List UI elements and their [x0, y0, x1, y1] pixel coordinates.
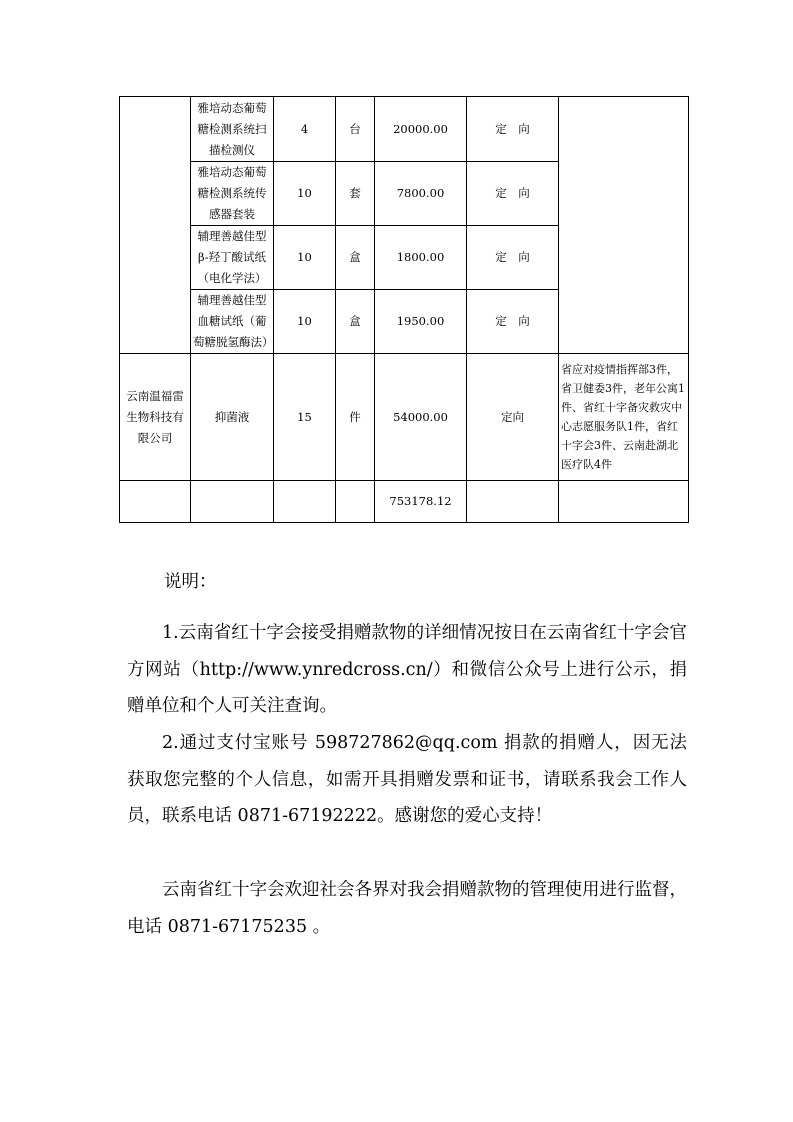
- blank-cell: [559, 481, 689, 523]
- blank-cell: [274, 481, 336, 523]
- item-name-cell: 辅理善越佳型β-羟丁酸试纸（电化学法）: [191, 226, 274, 290]
- item-name-cell: 辅理善越佳型血糖试纸（葡萄糖脱氢酶法）: [191, 290, 274, 354]
- direction-cell: 定 向: [467, 290, 559, 354]
- donation-table: [119, 96, 689, 523]
- direction-cell: 定 向: [467, 97, 559, 162]
- total-amount-cell: 753178.12: [375, 481, 467, 523]
- item-name-cell: 雅培动态葡萄糖检测系统扫描检测仪: [191, 97, 274, 162]
- unit-cell: 台: [336, 97, 375, 162]
- quantity-cell: 10: [274, 226, 336, 290]
- unit-cell: 盒: [336, 290, 375, 354]
- blank-cell: [120, 481, 191, 523]
- amount-cell: 1950.00: [375, 290, 467, 354]
- total-row: [120, 481, 689, 523]
- note-paragraph-2: 2.通过支付宝账号 598727862@qq.com 捐款的捐赠人，因无法获取您完整的个人信息，如需开具捐赠发票和证书，请联系我会工作人员，联系电话 0871-67192222。感谢您的爱心支持！: [127, 733, 687, 826]
- donor-cell: 云南温福雷生物科技有限公司: [120, 354, 191, 481]
- notes-heading: 说明：: [164, 572, 217, 592]
- unit-cell: 盒: [336, 226, 375, 290]
- unit-cell: 套: [336, 162, 375, 226]
- unit-cell: 件: [336, 354, 375, 481]
- item-name-cell: 雅培动态葡萄糖检测系统传感器套装: [191, 162, 274, 226]
- direction-cell: 定 向: [467, 226, 559, 290]
- blank-cell: [191, 481, 274, 523]
- item-name-cell: 抑菌液: [191, 354, 274, 481]
- donor-cell-blank: [120, 97, 191, 354]
- blank-cell: [467, 481, 559, 523]
- quantity-cell: 10: [274, 162, 336, 226]
- note-paragraph-1: 1.云南省红十字会接受捐赠款物的详细情况按日在云南省红十字会官方网站（http://www.ynredcross.cn/）和微信公众号上进行公示，捐赠单位和个人可关注查询。: [127, 623, 687, 716]
- quantity-cell: 4: [274, 97, 336, 162]
- table-row: [120, 354, 689, 481]
- direction-cell: 定 向: [467, 162, 559, 226]
- quantity-cell: 15: [274, 354, 336, 481]
- amount-cell: 20000.00: [375, 97, 467, 162]
- amount-cell: 7800.00: [375, 162, 467, 226]
- direction-cell: 定向: [467, 354, 559, 481]
- supervision-paragraph: 云南省红十字会欢迎社会各界对我会捐赠款物的管理使用进行监督，电话 0871-67175235 。: [127, 880, 687, 937]
- quantity-cell: 10: [274, 290, 336, 354]
- table-row: [120, 97, 689, 162]
- amount-cell: 1800.00: [375, 226, 467, 290]
- remark-cell: 省应对疫情指挥部3件，省卫健委3件，老年公寓1件、省红十字备灾救灾中心志愿服务队1件，省红十字会3件、云南赴湖北医疗队4件: [559, 354, 689, 481]
- remark-cell-blank: [559, 97, 689, 354]
- blank-cell: [336, 481, 375, 523]
- amount-cell: 54000.00: [375, 354, 467, 481]
